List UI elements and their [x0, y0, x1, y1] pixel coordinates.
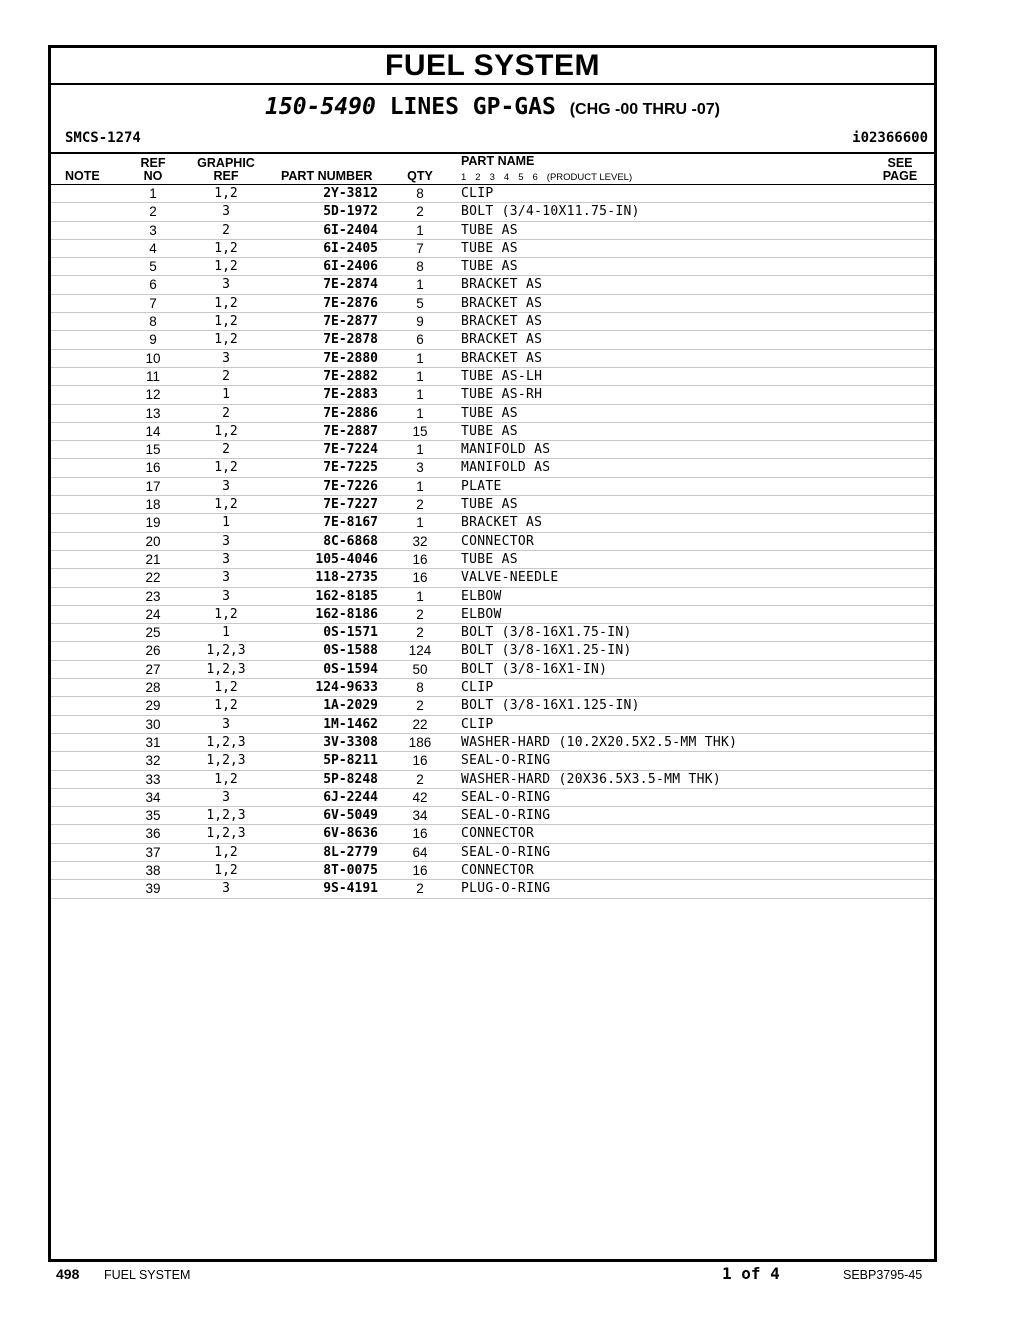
table-row: [51, 240, 934, 258]
quantity: 1: [416, 387, 424, 403]
ref-number: 9: [149, 332, 157, 348]
part-number: 9S-4191: [323, 881, 378, 897]
quantity: 1: [416, 588, 424, 604]
quantity: 2: [416, 497, 424, 513]
part-name: MANIFOLD AS: [461, 442, 551, 458]
part-name: WASHER-HARD (10.2X20.5X2.5-MM THK): [461, 734, 738, 750]
ref-number: 34: [145, 789, 161, 805]
ref-number: 28: [145, 680, 161, 696]
graphic-ref: 1,2,3: [206, 734, 246, 750]
product-level-6: 6: [532, 172, 538, 183]
quantity: 2: [416, 606, 424, 622]
quantity: 1: [416, 350, 424, 366]
part-name: TUBE AS: [461, 222, 518, 238]
graphic-ref: 1,2: [214, 259, 238, 275]
table-row: [51, 642, 934, 660]
table-row: [51, 459, 934, 477]
graphic-ref: 1,2: [214, 771, 238, 787]
part-name: PLATE: [461, 478, 502, 494]
quantity: 2: [416, 698, 424, 714]
quantity: 3: [416, 460, 424, 476]
quantity: 2: [416, 881, 424, 897]
ref-number: 6: [149, 277, 157, 293]
part-name: CLIP: [461, 716, 494, 732]
graphic-ref: 3: [222, 533, 230, 549]
part-name: BRACKET AS: [461, 277, 543, 293]
part-number: 7E-2874: [323, 277, 378, 293]
graphic-ref: 1,2,3: [206, 826, 246, 842]
part-name: VALVE-NEEDLE: [461, 570, 559, 586]
ref-number: 26: [145, 643, 161, 659]
part-name: BRACKET AS: [461, 515, 543, 531]
part-number: 8C-6868: [323, 533, 378, 549]
ref-number: 10: [145, 350, 161, 366]
table-row: [51, 771, 934, 789]
table-row: [51, 478, 934, 496]
ref-number: 20: [145, 533, 161, 549]
graphic-ref: 3: [222, 478, 230, 494]
part-name: BRACKET AS: [461, 314, 543, 330]
table-row: [51, 551, 934, 569]
part-number: 0S-1594: [323, 661, 378, 677]
ref-number: 25: [145, 625, 161, 641]
table-row: [51, 624, 934, 642]
table-row: [51, 368, 934, 386]
table-row: [51, 825, 934, 843]
table-row: [51, 533, 934, 551]
quantity: 8: [416, 680, 424, 696]
graphic-ref: 1: [222, 387, 230, 403]
graphic-ref: 3: [222, 204, 230, 220]
graphic-ref: 1,2: [214, 423, 238, 439]
quantity: 16: [412, 551, 428, 567]
part-name: BOLT (3/8-16X1-IN): [461, 661, 608, 677]
ref-number: 18: [145, 497, 161, 513]
ref-number: 23: [145, 588, 161, 604]
part-number: 6I-2404: [323, 222, 378, 238]
quantity: 42: [412, 789, 428, 805]
graphic-ref: 3: [222, 588, 230, 604]
ref-number: 1: [149, 186, 157, 201]
page-title: FUEL SYSTEM: [51, 48, 934, 85]
table-row: [51, 331, 934, 349]
graphic-ref: 3: [222, 551, 230, 567]
graphic-ref: 1,2: [214, 680, 238, 696]
ref-number: 27: [145, 661, 161, 677]
footer-doc-id: SEBP3795-45: [843, 1268, 923, 1282]
part-number: 7E-2883: [323, 387, 378, 403]
quantity: 1: [416, 442, 424, 458]
part-number: 5P-8248: [323, 771, 378, 787]
col-ref-top: REF: [140, 156, 166, 170]
part-number: 162-8185: [315, 588, 378, 604]
part-name: SEAL-O-RING: [461, 753, 551, 769]
part-number: 162-8186: [315, 606, 378, 622]
graphic-ref: 1,2: [214, 698, 238, 714]
graphic-ref: 2: [222, 442, 230, 458]
part-number: 7E-2887: [323, 423, 378, 439]
ref-number: 24: [145, 606, 161, 622]
graphic-ref: 1: [222, 625, 230, 641]
part-number: 0S-1588: [323, 643, 378, 659]
part-number: 8L-2779: [323, 844, 378, 860]
quantity: 5: [416, 295, 424, 311]
table-row: [51, 405, 934, 423]
group-heading: [51, 92, 934, 125]
table-row: [51, 789, 934, 807]
group-number: 150-5490: [265, 94, 376, 120]
part-name: WASHER-HARD (20X36.5X3.5-MM THK): [461, 771, 722, 787]
part-number: 3V-3308: [323, 734, 378, 750]
part-name: ELBOW: [461, 588, 502, 604]
ref-number: 31: [145, 734, 161, 750]
quantity: 16: [412, 753, 428, 769]
graphic-ref: 1,2,3: [206, 753, 246, 769]
col-graphic-top: GRAPHIC: [197, 156, 255, 170]
table-row: [51, 862, 934, 880]
smcs-code: SMCS-1274: [65, 130, 141, 146]
part-number: 7E-2882: [323, 368, 378, 384]
quantity: 1: [416, 405, 424, 421]
product-level-4: 4: [503, 172, 510, 183]
product-level-2: 2: [475, 172, 481, 183]
ref-number: 36: [145, 826, 161, 842]
part-number: 6V-8636: [323, 826, 378, 842]
graphic-ref: 1,2,3: [206, 643, 246, 659]
ref-number: 29: [145, 698, 161, 714]
part-number: 2Y-3812: [323, 186, 378, 201]
part-number: 7E-7227: [323, 497, 378, 513]
graphic-ref: 3: [222, 277, 230, 293]
graphic-ref: 1,2,3: [206, 661, 246, 677]
col-see-bottom: PAGE: [882, 169, 918, 183]
part-name: BOLT (3/8-16X1.125-IN): [461, 698, 640, 714]
part-name: BOLT (3/8-16X1.25-IN): [461, 643, 632, 659]
graphic-ref: 2: [222, 222, 230, 238]
ref-number: 7: [149, 295, 157, 311]
part-number: 1A-2029: [323, 698, 378, 714]
col-graphic-bottom: REF: [213, 169, 239, 183]
quantity: 15: [412, 423, 428, 439]
quantity: 124: [408, 643, 432, 659]
table-row: [51, 441, 934, 459]
ref-number: 3: [149, 222, 157, 238]
part-number: 0S-1571: [323, 625, 378, 641]
part-name: BOLT (3/4-10X11.75-IN): [461, 204, 640, 220]
group-name: LINES GP-GAS: [389, 94, 556, 120]
ref-number: 38: [145, 862, 161, 878]
product-level-label: (PRODUCT LEVEL): [546, 172, 633, 183]
part-number: 7E-2878: [323, 332, 378, 348]
part-number: 7E-7224: [323, 442, 378, 458]
graphic-ref: 1,2: [214, 186, 238, 201]
table-row: [51, 313, 934, 331]
table-row: [51, 386, 934, 404]
quantity: 8: [416, 259, 424, 275]
graphic-ref: 1,2: [214, 332, 238, 348]
ref-number: 30: [145, 716, 161, 732]
quantity: 2: [416, 625, 424, 641]
change-range: (CHG -00 THRU -07): [569, 101, 720, 118]
part-name: TUBE AS-LH: [461, 368, 543, 384]
graphic-ref: 1,2: [214, 497, 238, 513]
part-number: 7E-8167: [323, 515, 378, 531]
graphic-ref: 1,2: [214, 460, 238, 476]
part-number: 8T-0075: [323, 862, 378, 878]
graphic-ref: 3: [222, 350, 230, 366]
table-row: [51, 661, 934, 679]
graphic-ref: 1,2: [214, 844, 238, 860]
table-row: [51, 569, 934, 587]
part-number: 124-9633: [315, 680, 378, 696]
product-level-3: 3: [489, 172, 495, 183]
ref-number: 17: [145, 478, 161, 494]
graphic-ref: 3: [222, 716, 230, 732]
col-part-number: PART NUMBER: [281, 169, 373, 183]
table-row: [51, 496, 934, 514]
part-name: BRACKET AS: [461, 295, 543, 311]
ref-number: 22: [145, 570, 161, 586]
ref-number: 5: [149, 259, 157, 275]
part-name: ELBOW: [461, 606, 502, 622]
table-row: [51, 423, 934, 441]
footer-section: FUEL SYSTEM: [104, 1268, 191, 1282]
quantity: 1: [416, 222, 424, 238]
quantity: 1: [416, 478, 424, 494]
product-level-1: 1: [461, 172, 467, 183]
quantity: 34: [412, 808, 428, 824]
part-number: 7E-2876: [323, 295, 378, 311]
graphic-ref: 1,2: [214, 862, 238, 878]
table-row: [51, 258, 934, 276]
part-name: CLIP: [461, 186, 494, 201]
part-number: 7E-7226: [323, 478, 378, 494]
quantity: 16: [412, 570, 428, 586]
table-row: [51, 185, 934, 203]
table-row: [51, 752, 934, 770]
graphic-ref: 1: [222, 515, 230, 531]
product-level-scale: [461, 172, 641, 183]
graphic-ref: 1,2,3: [206, 808, 246, 824]
part-name: TUBE AS: [461, 497, 518, 513]
table-row: [51, 844, 934, 862]
table-row: [51, 697, 934, 715]
part-name: TUBE AS: [461, 551, 518, 567]
table-row: [51, 350, 934, 368]
part-number: 105-4046: [315, 551, 378, 567]
quantity: 64: [412, 844, 428, 860]
footer-page-of: 1 of 4: [722, 1264, 780, 1283]
ref-number: 4: [149, 240, 157, 256]
col-part-name: PART NAME: [461, 154, 535, 168]
part-number: 7E-2886: [323, 405, 378, 421]
quantity: 16: [412, 826, 428, 842]
table-row: [51, 588, 934, 606]
ref-number: 2: [149, 204, 157, 220]
quantity: 2: [416, 204, 424, 220]
part-number: 118-2735: [315, 570, 378, 586]
ref-number: 11: [145, 368, 160, 384]
part-number: 6J-2244: [323, 789, 378, 805]
part-name: SEAL-O-RING: [461, 789, 551, 805]
quantity: 32: [412, 533, 428, 549]
part-name: TUBE AS-RH: [461, 387, 543, 403]
part-number: 7E-7225: [323, 460, 378, 476]
graphic-ref: 1,2: [214, 240, 238, 256]
part-name: TUBE AS: [461, 240, 518, 256]
quantity: 186: [408, 734, 432, 750]
part-name: PLUG-O-RING: [461, 881, 551, 897]
quantity: 2: [416, 771, 424, 787]
ref-number: 12: [145, 387, 161, 403]
quantity: 7: [416, 240, 424, 256]
part-name: CLIP: [461, 680, 494, 696]
footer-page-number: 498: [56, 1266, 80, 1282]
part-number: 5D-1972: [323, 204, 378, 220]
parts-list: [51, 185, 934, 899]
col-qty: QTY: [407, 169, 433, 183]
part-number: 1M-1462: [323, 716, 378, 732]
ref-number: 14: [145, 423, 161, 439]
ref-number: 39: [145, 881, 161, 897]
parts-page-frame: [48, 45, 937, 1262]
ref-number: 19: [145, 515, 161, 531]
ref-number: 37: [145, 844, 161, 860]
table-row: [51, 295, 934, 313]
table-row: [51, 514, 934, 532]
ref-number: 13: [145, 405, 161, 421]
ref-number: 8: [149, 314, 157, 330]
part-name: CONNECTOR: [461, 862, 535, 878]
col-ref-bottom: NO: [143, 169, 163, 183]
graphic-ref: 3: [222, 789, 230, 805]
table-row: [51, 222, 934, 240]
ref-number: 35: [145, 808, 161, 824]
ref-number: 21: [145, 551, 161, 567]
part-number: 6I-2405: [323, 240, 378, 256]
quantity: 6: [416, 332, 424, 348]
quantity: 22: [412, 716, 428, 732]
part-number: 6V-5049: [323, 808, 378, 824]
quantity: 8: [416, 186, 424, 201]
table-row: [51, 716, 934, 734]
quantity: 50: [412, 661, 428, 677]
graphic-ref: 3: [222, 881, 230, 897]
graphic-ref: 3: [222, 570, 230, 586]
part-number: 5P-8211: [323, 753, 378, 769]
table-row: [51, 880, 934, 898]
col-note: NOTE: [65, 169, 100, 183]
quantity: 1: [416, 277, 424, 293]
part-name: TUBE AS: [461, 405, 518, 421]
illustration-id: i02366600: [852, 130, 928, 146]
part-name: TUBE AS: [461, 423, 518, 439]
graphic-ref: 1,2: [214, 314, 238, 330]
table-row: [51, 679, 934, 697]
part-name: SEAL-O-RING: [461, 808, 551, 824]
part-number: 7E-2877: [323, 314, 378, 330]
part-name: BRACKET AS: [461, 332, 543, 348]
part-name: MANIFOLD AS: [461, 460, 551, 476]
part-name: CONNECTOR: [461, 826, 535, 842]
part-number: 7E-2880: [323, 350, 378, 366]
table-row: [51, 276, 934, 294]
part-name: CONNECTOR: [461, 533, 535, 549]
ref-number: 33: [145, 771, 161, 787]
graphic-ref: 2: [222, 368, 230, 384]
part-name: BRACKET AS: [461, 350, 543, 366]
table-row: [51, 807, 934, 825]
table-row: [51, 203, 934, 221]
part-name: SEAL-O-RING: [461, 844, 551, 860]
graphic-ref: 1,2: [214, 606, 238, 622]
part-number: 6I-2406: [323, 259, 378, 275]
part-name: TUBE AS: [461, 259, 518, 275]
graphic-ref: 2: [222, 405, 230, 421]
ref-number: 16: [145, 460, 161, 476]
quantity: 16: [412, 862, 428, 878]
quantity: 9: [416, 314, 424, 330]
ref-number: 32: [145, 753, 161, 769]
quantity: 1: [416, 368, 424, 384]
quantity: 1: [416, 515, 424, 531]
table-row: [51, 734, 934, 752]
product-level-5: 5: [518, 172, 524, 183]
ref-number: 15: [145, 442, 161, 458]
col-see-top: SEE: [887, 156, 913, 170]
part-name: BOLT (3/8-16X1.75-IN): [461, 625, 632, 641]
graphic-ref: 1,2: [214, 295, 238, 311]
table-row: [51, 606, 934, 624]
